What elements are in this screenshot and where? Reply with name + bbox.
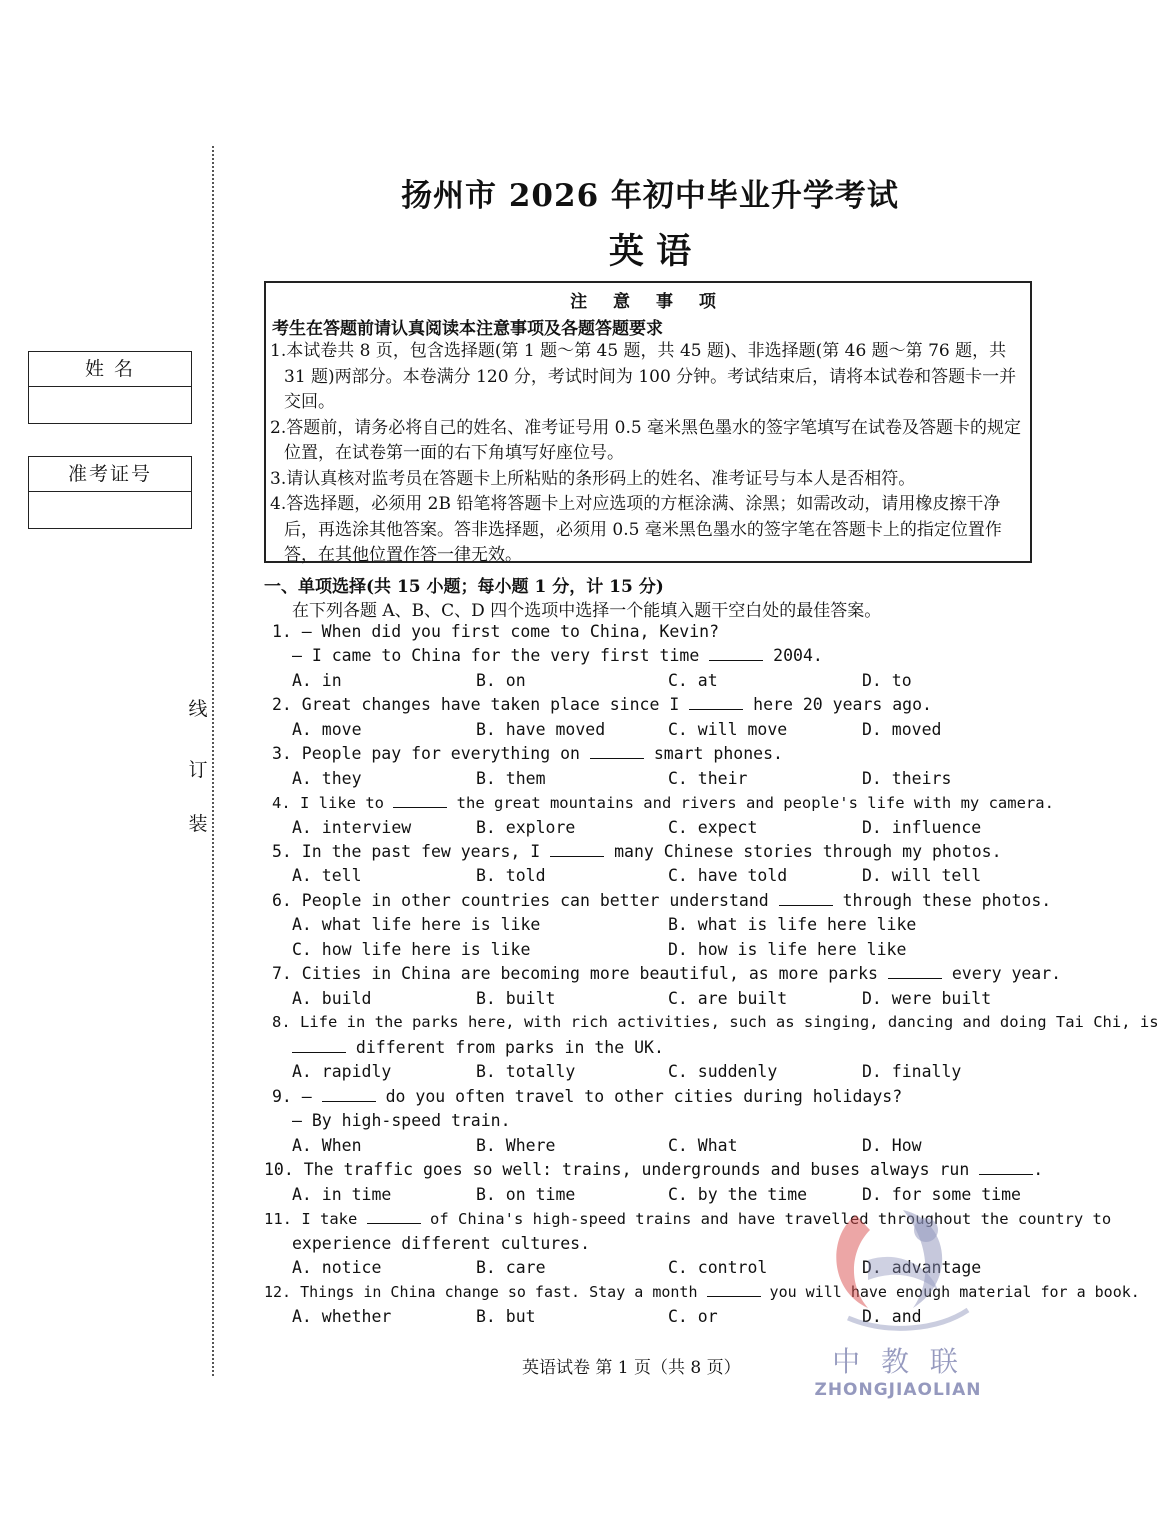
answer-blank [779, 891, 833, 906]
question-stem: 2. Great changes have taken place since I here 20 years ago. [272, 695, 932, 714]
question-stem: 5. In the past few years, I many Chinese stories through my photos. [272, 842, 1002, 861]
option: A. move [292, 720, 362, 739]
answer-blank [393, 793, 447, 808]
option: C. are built [668, 989, 788, 1008]
binding-char-zhuang: 装 [188, 813, 208, 835]
option: B. have moved [476, 720, 606, 739]
watermark-en: ZHONGJIAOLIAN [814, 1380, 982, 1400]
option: C. at [668, 671, 718, 690]
option: A. When [292, 1136, 362, 1155]
answer-blank [292, 1038, 346, 1053]
option: B. explore [476, 818, 576, 837]
question-stem: — I came to China for the very first time 2004. [292, 646, 823, 665]
question-stem: different from parks in the UK. [292, 1038, 664, 1057]
watermark-logo [808, 1190, 988, 1400]
option: B. what is life here like [668, 915, 917, 934]
option: D. to [862, 671, 912, 690]
binding-char-ding: 订 [188, 759, 208, 781]
page-footer: 英语试卷 第 1 页（共 8 页） [522, 1358, 741, 1378]
notice-item: 2.答题前，请务必将自己的姓名、准考证号用 0.5 毫米黑色墨水的签字笔填写在试卷及答题卡的规定位置，在试卷第一面的右下角填写好座位号。 [270, 417, 1022, 463]
exam-id-box [28, 456, 192, 529]
option: D. how is life here like [668, 940, 907, 959]
notice-item: 1.本试卷共 8 页，包含选择题(第 1 题～第 45 题，共 45 题)、非选择题(第 46 题～第 76 题，共 31 题)两部分。本卷满分 120 分，考试时间为 100 分钟。考试结束后，请将本试卷和答题卡一并交回。 [270, 341, 1017, 412]
option: B. Where [476, 1136, 556, 1155]
name-box [28, 351, 192, 424]
option: C. expect [668, 818, 758, 837]
option: B. them [476, 769, 546, 788]
option: C. by the time [668, 1185, 808, 1204]
option: C. have told [668, 866, 788, 885]
question-stem: experience different cultures. [292, 1234, 591, 1253]
option: B. totally [476, 1062, 576, 1081]
question-stem: 7. Cities in China are becoming more beautiful, as more parks every year. [272, 964, 1062, 983]
answer-blank [979, 1160, 1033, 1175]
option: D. influence [862, 818, 982, 837]
notice-item: 3.请认真核对监考员在答题卡上所粘贴的条形码上的姓名、准考证号与本人是否相符。 [270, 468, 916, 489]
notice-subheading: 考生在答题前请认真阅读本注意事项及各题答题要求 [272, 319, 663, 339]
answer-blank [888, 964, 942, 979]
section-intro: 在下列各题 A、B、C、D 四个选项中选择一个能填入题干空白处的最佳答案。 [292, 601, 882, 621]
exam-title: 扬州市 2026 年初中毕业升学考试 [401, 178, 899, 214]
option: D. for some time [862, 1185, 1021, 1204]
answer-blank [367, 1209, 421, 1224]
binding-char-line: 线 [188, 698, 208, 720]
answer-blank [689, 695, 743, 710]
option: C. or [668, 1307, 718, 1326]
option: D. advantage [862, 1258, 982, 1277]
option: B. told [476, 866, 546, 885]
watermark-cn: 中 教 联 [832, 1345, 964, 1378]
question-stem: 1. — When did you first come to China, Kevin? [272, 622, 720, 641]
option: D. finally [862, 1062, 962, 1081]
notice-heading: 注 意 事 项 [570, 292, 726, 312]
option: B. on [476, 671, 526, 690]
name-label: 姓 名 [29, 352, 191, 387]
answer-blank [709, 646, 763, 661]
option: A. they [292, 769, 362, 788]
question-stem: 6. People in other countries can better understand through these photos. [272, 891, 1052, 910]
option: A. tell [292, 866, 362, 885]
option: D. How [862, 1136, 922, 1155]
section-title: 一、单项选择(共 15 小题；每小题 1 分，计 15 分) [264, 577, 664, 597]
option: C. suddenly [668, 1062, 778, 1081]
option: C. how life here is like [292, 940, 531, 959]
option: A. interview [292, 818, 412, 837]
answer-blank [322, 1087, 376, 1102]
binding-dotted-line [212, 146, 214, 1376]
question-stem: 10. The traffic goes so well: trains, undergrounds and buses always run . [264, 1160, 1044, 1179]
answer-blank [590, 744, 644, 759]
option: A. in [292, 671, 342, 690]
answer-blank [550, 842, 604, 857]
option: A. whether [292, 1307, 392, 1326]
exam-id-field[interactable] [29, 492, 191, 528]
option: C. their [668, 769, 748, 788]
exam-id-label: 准考证号 [29, 457, 191, 492]
watermark-emblem-icon [808, 1190, 988, 1340]
question-stem: 3. People pay for everything on smart phones. [272, 744, 783, 763]
option: D. moved [862, 720, 942, 739]
answer-blank [707, 1282, 761, 1297]
option: C. What [668, 1136, 738, 1155]
option: A. rapidly [292, 1062, 392, 1081]
name-field[interactable] [29, 387, 191, 423]
option: A. notice [292, 1258, 382, 1277]
question-stem: 9. — do you often travel to other cities during holidays? [272, 1087, 903, 1106]
option: B. care [476, 1258, 546, 1277]
question-stem: 12. Things in China change so fast. Stay a month you will have enough material for a book. [264, 1283, 1140, 1301]
option: C. control [668, 1258, 768, 1277]
option: B. on time [476, 1185, 576, 1204]
option: D. will tell [862, 866, 982, 885]
option: D. were built [862, 989, 992, 1008]
option: D. theirs [862, 769, 952, 788]
question-stem: 11. I take of China's high-speed trains and have travelled throughout the country to [264, 1210, 1112, 1228]
question-stem: 8. Life in the parks here, with rich activities, such as singing, dancing and doing Tai Chi, is [272, 1013, 1159, 1031]
option: C. will move [668, 720, 788, 739]
option: A. build [292, 989, 372, 1008]
question-stem: — By high-speed train. [292, 1111, 511, 1130]
option: B. built [476, 989, 556, 1008]
notice-item: 4.答选择题，必须用 2B 铅笔将答题卡上对应选项的方框涂满、涂黑；如需改动，请用橡皮擦干净后，再选涂其他答案。答非选择题，必须用 0.5 毫米黑色墨水的签字笔在答题卡上的指定位置作答，在其他位置作答一律无效。 [270, 494, 1002, 565]
option: D. and [862, 1307, 922, 1326]
notice-box [264, 281, 1032, 563]
exam-subject: 英 语 [608, 231, 692, 272]
option: B. but [476, 1307, 536, 1326]
option: A. in time [292, 1185, 392, 1204]
question-stem: 4. I like to the great mountains and rivers and people's life with my camera. [272, 794, 1054, 812]
option: A. what life here is like [292, 915, 541, 934]
